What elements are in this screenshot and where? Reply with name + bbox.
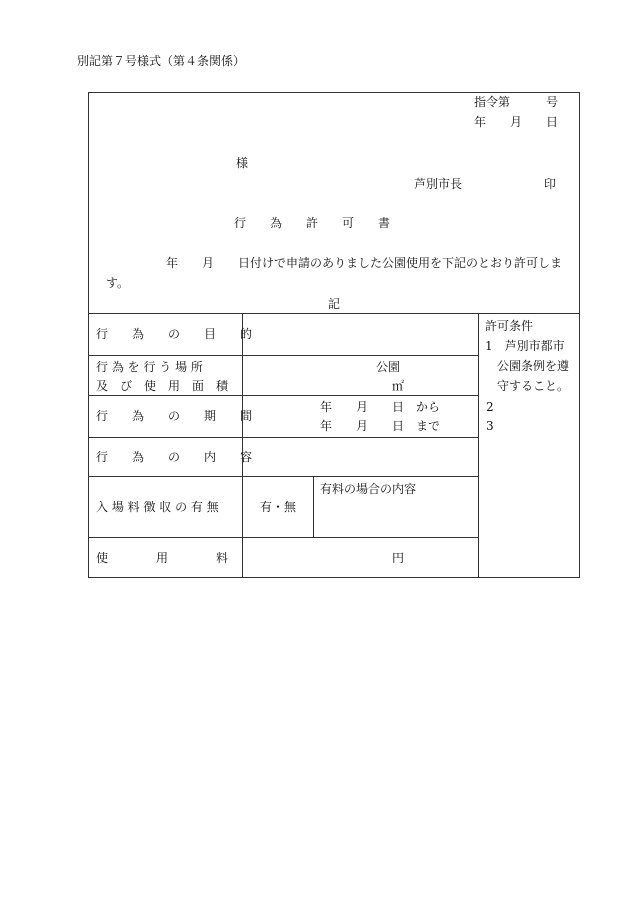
conditions-title: 許可条件	[485, 319, 534, 333]
fee-choice: 有・無	[260, 500, 297, 514]
location-label-line1: 行 為 を 行 う 場 所	[96, 360, 203, 374]
document-title: 行 為 許 可 書	[234, 216, 391, 230]
label-column-divider	[242, 313, 243, 578]
row1-bottom-line	[88, 355, 478, 356]
period-label: 行 為 の 期 間	[96, 409, 253, 423]
condition-1-line2: 公園条例を遵	[497, 359, 570, 373]
row5-bottom-line	[88, 537, 478, 538]
body-text-line1: 年 月 日付けで申請のありました公園使用を下記のとおり許可しま	[166, 256, 563, 270]
admission-fee-label: 入 場 料 徴 収 の 有 無	[96, 500, 219, 514]
issue-date: 年 月 日	[474, 115, 559, 129]
period-from: 年 月 日 から	[320, 400, 441, 414]
body-text-line2: す。	[106, 276, 130, 290]
table-top-line	[88, 313, 580, 314]
purpose-label: 行 為 の 目 的	[96, 327, 253, 341]
paid-details-label: 有料の場合の内容	[320, 482, 417, 496]
condition-1-line3: 守すること。	[497, 379, 570, 393]
condition-3: 3	[486, 419, 494, 433]
order-number: 指令第 号	[474, 95, 559, 109]
activity-content-label: 行 為 の 内 容	[96, 450, 253, 464]
park-value: 公園	[376, 360, 401, 374]
row3-bottom-line	[88, 437, 478, 438]
addressee-honorific: 様	[236, 156, 249, 170]
seal-mark: 印	[544, 177, 557, 191]
form-label: 別記第７号様式（第４条関係）	[77, 54, 246, 68]
period-to: 年 月 日 まで	[320, 419, 441, 433]
location-label-line2: 及 び 使 用 面 積	[96, 379, 229, 393]
issuer-name: 芦別市長	[414, 177, 463, 191]
row2-bottom-line	[88, 395, 478, 396]
condition-1-line1: 1 芦別市都市	[485, 339, 565, 353]
row4-bottom-line	[88, 476, 478, 477]
conditions-column-divider	[478, 313, 479, 578]
area-unit: ㎡	[392, 379, 405, 393]
record-heading: 記	[328, 297, 341, 311]
row5-choice-divider	[313, 476, 314, 537]
condition-2: 2	[486, 400, 494, 414]
usage-fee-label: 使 用 料	[96, 551, 229, 565]
yen-unit: 円	[392, 551, 405, 565]
